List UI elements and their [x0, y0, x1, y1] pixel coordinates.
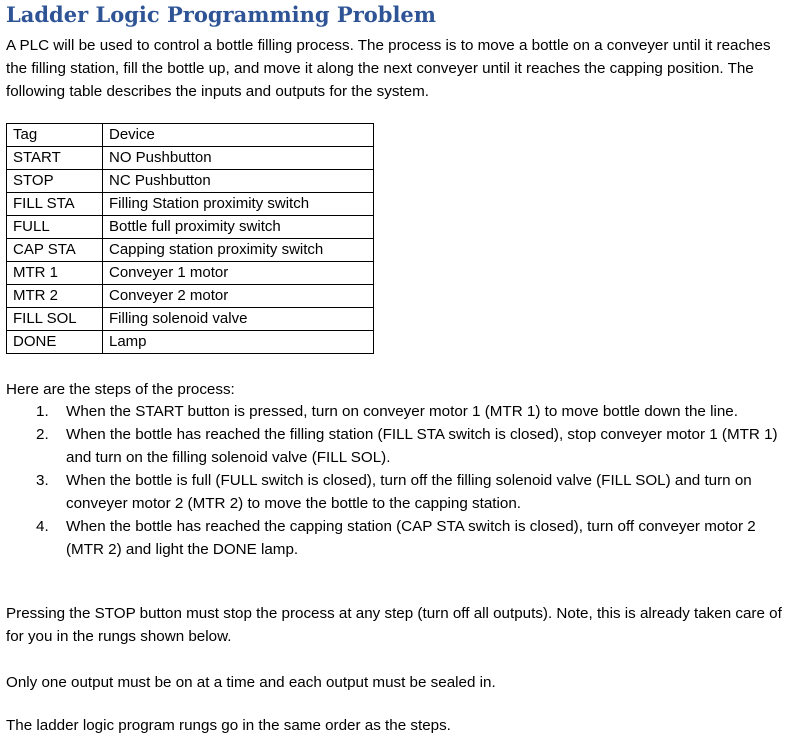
table-header-tag: Tag	[7, 124, 103, 147]
table-cell-tag: FILL STA	[7, 193, 103, 216]
table-cell-tag: FULL	[7, 216, 103, 239]
step-number: 1.	[36, 403, 49, 420]
table-row	[7, 285, 374, 308]
table-row	[7, 193, 374, 216]
step-text: When the bottle has reached the filling station (FILL STA switch is closed), stop conveyer motor 1 (MTR 1) and turn on the filling solenoid valve (FILL SOL).	[66, 426, 778, 466]
page-title: Ladder Logic Programming Problem	[6, 2, 437, 27]
table-cell-tag: START	[7, 147, 103, 170]
table-cell-device: Bottle full proximity switch	[103, 216, 374, 239]
table-cell-device: Filling Station proximity switch	[103, 193, 374, 216]
table-row	[7, 239, 374, 262]
list-item	[0, 423, 792, 469]
table-cell-device: NO Pushbutton	[103, 147, 374, 170]
step-text: When the START button is pressed, turn on conveyer motor 1 (MTR 1) to move bottle down the line.	[66, 403, 738, 420]
step-text: When the bottle has reached the capping station (CAP STA switch is closed), turn off conveyer motor 2 (MTR 2) and light the DONE lamp.	[66, 518, 756, 558]
table-cell-device: Conveyer 2 motor	[103, 285, 374, 308]
steps-list	[0, 400, 792, 561]
table-row	[7, 262, 374, 285]
table-cell-device: Conveyer 1 motor	[103, 262, 374, 285]
table-header-device: Device	[103, 124, 374, 147]
table-row	[7, 170, 374, 193]
steps-intro: Here are the steps of the process:	[6, 381, 235, 398]
table-cell-tag: FILL SOL	[7, 308, 103, 331]
step-number: 4.	[36, 518, 49, 535]
list-item	[0, 400, 792, 423]
intro-paragraph: A PLC will be used to control a bottle filling process. The process is to move a bottle on a conveyer until it reaches the filling station, fill the bottle up, and move it along the next conveyer until it reaches the capping position. The following table describes the inputs and outputs for the system.	[6, 37, 771, 100]
step-text: When the bottle is full (FULL switch is closed), turn off the filling solenoid valve (FILL SOL) and turn on conveyer motor 2 (MTR 2) to move the bottle to the capping station.	[66, 472, 752, 512]
table-cell-tag: DONE	[7, 331, 103, 354]
table-row	[7, 331, 374, 354]
table-cell-tag: CAP STA	[7, 239, 103, 262]
io-table	[6, 123, 374, 354]
table-cell-tag: STOP	[7, 170, 103, 193]
table-cell-device: Filling solenoid valve	[103, 308, 374, 331]
table-cell-tag: MTR 2	[7, 285, 103, 308]
table-row	[7, 147, 374, 170]
table-cell-device: NC Pushbutton	[103, 170, 374, 193]
stop-note-paragraph: Pressing the STOP button must stop the process at any step (turn off all outputs). Note, this is already taken care of for you in the rungs shown below.	[6, 605, 782, 645]
step-number: 2.	[36, 426, 49, 443]
rung-order-paragraph: The ladder logic program rungs go in the same order as the steps.	[6, 717, 451, 734]
table-header-row	[7, 124, 374, 147]
list-item	[0, 469, 792, 515]
table-row	[7, 216, 374, 239]
list-item	[0, 515, 792, 561]
step-number: 3.	[36, 472, 49, 489]
table-cell-tag: MTR 1	[7, 262, 103, 285]
single-output-paragraph: Only one output must be on at a time and each output must be sealed in.	[6, 674, 496, 691]
table-cell-device: Capping station proximity switch	[103, 239, 374, 262]
table-cell-device: Lamp	[103, 331, 374, 354]
table-row	[7, 308, 374, 331]
